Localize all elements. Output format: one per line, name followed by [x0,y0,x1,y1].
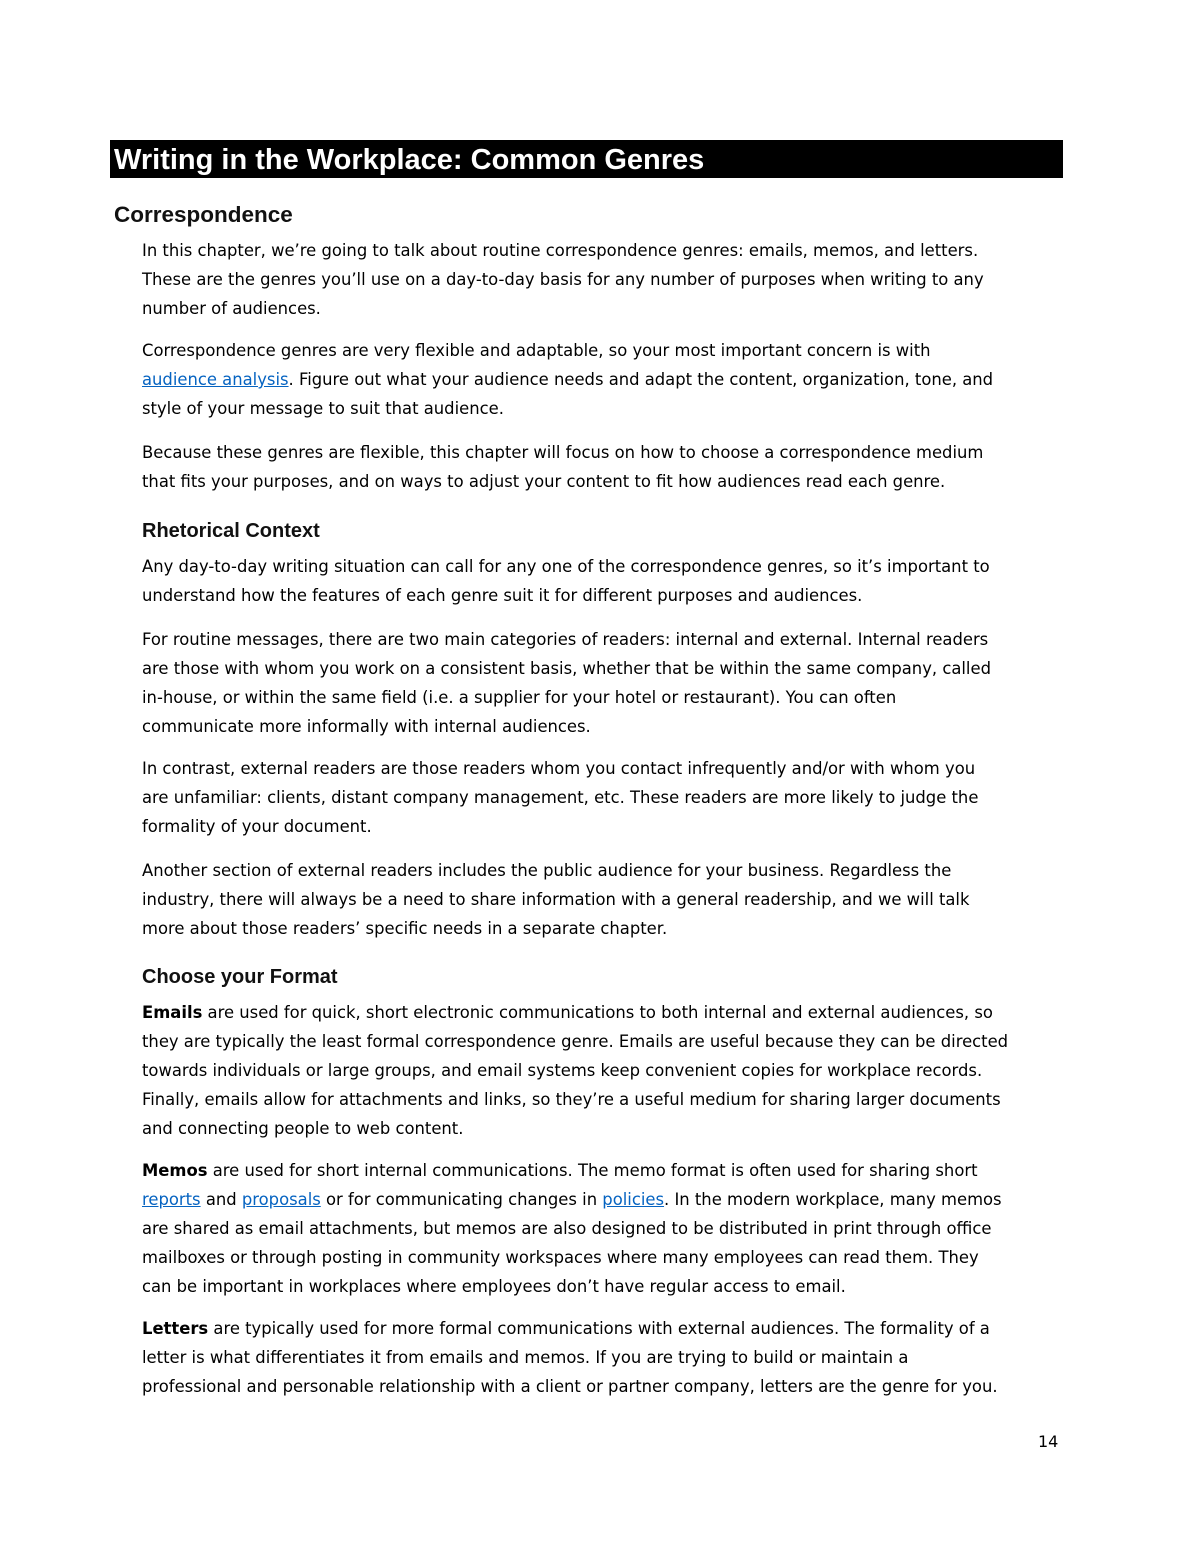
text-line [142,1185,1067,1214]
paragraph-audience-analysis [142,336,1067,423]
heading-rhetorical-context: Rhetorical Context [142,520,320,542]
text-fragment: . In the modern workplace, many memos [664,1190,1002,1209]
paragraph-flexible-genres [142,438,1067,496]
text-line: are those with whom you work on a consistent basis, whether that be within the same company, called [142,659,991,678]
text-line: mailboxes or through posting in community workspaces where many employees can read them. They [142,1248,979,1267]
text-line: they are typically the least formal correspondence genre. Emails are useful because they can be directed [142,1032,1009,1051]
text-line: and connecting people to web content. [142,1119,464,1138]
term-emails: Emails [142,1003,203,1022]
text-line: Any day-to-day writing situation can call for any one of the correspondence genres, so it’s important to [142,557,990,576]
page-number: 14 [1038,1432,1059,1451]
text-line: Another section of external readers includes the public audience for your business. Regardless the [142,861,952,880]
text-line [142,365,1067,394]
text-line: can be important in workplaces where employees don’t have regular access to email. [142,1277,846,1296]
text-fragment: . Figure out what your audience needs and adapt the content, organization, tone, and [288,370,994,389]
text-line: These are the genres you’ll use on a day-to-day basis for any number of purposes when writing to any [142,270,984,289]
paragraph-rhetorical-1 [142,552,1067,610]
text-line: style of your message to suit that audience. [142,399,504,418]
heading-correspondence: Correspondence [114,202,293,227]
text-line: more about those readers’ specific needs in a separate chapter. [142,919,668,938]
text-line [142,1156,1067,1185]
text-line: For routine messages, there are two main categories of readers: internal and external. Internal readers [142,630,989,649]
paragraph-rhetorical-3 [142,754,1067,841]
text-line: communicate more informally with internal audiences. [142,717,591,736]
link-policies[interactable]: policies [602,1190,665,1209]
text-line: understand how the features of each genre suit it for different purposes and audiences. [142,586,863,605]
paragraph-rhetorical-2 [142,625,1067,741]
text-line: are unfamiliar: clients, distant company management, etc. These readers are more likely to judge the [142,788,979,807]
paragraph-rhetorical-4 [142,856,1067,943]
term-letters: Letters [142,1319,209,1338]
text-fragment: and [200,1190,242,1209]
text-line: letter is what differentiates it from emails and memos. If you are trying to build or maintain a [142,1348,909,1367]
text-line: that fits your purposes, and on ways to adjust your content to fit how audiences read each genre. [142,472,946,491]
text-fragment: or for communicating changes in [320,1190,603,1209]
text-line: towards individuals or large groups, and email systems keep convenient copies for workplace records. [142,1061,983,1080]
text-line: Finally, emails allow for attachments and links, so they’re a useful medium for sharing larger documents [142,1090,1001,1109]
text-fragment: are used for quick, short electronic communications to both internal and external audiences, so [202,1003,993,1022]
text-line: are shared as email attachments, but memos are also designed to be distributed in print through office [142,1219,992,1238]
paragraph-letters [142,1314,1067,1401]
text-fragment: are used for short internal communications. The memo format is often used for sharing short [207,1161,978,1180]
paragraph-memos [142,1156,1067,1301]
text-line: In this chapter, we’re going to talk about routine correspondence genres: emails, memos, and letters. [142,241,979,260]
text-line: industry, there will always be a need to share information with a general readership, and we will talk [142,890,970,909]
text-line: in-house, or within the same field (i.e. a supplier for your hotel or restaurant). You can often [142,688,897,707]
text-line: Because these genres are flexible, this chapter will focus on how to choose a correspondence medium [142,443,984,462]
paragraph-intro [142,236,1067,323]
text-line: number of audiences. [142,299,321,318]
text-line: Correspondence genres are very flexible and adaptable, so your most important concern is with [142,341,931,360]
link-audience-analysis[interactable]: audience analysis [142,370,289,389]
text-line: formality of your document. [142,817,372,836]
text-fragment: are typically used for more formal communications with external audiences. The formality of a [208,1319,990,1338]
term-memos: Memos [142,1161,208,1180]
paragraph-emails [142,998,1067,1143]
link-proposals[interactable]: proposals [241,1190,321,1209]
page-title: Writing in the Workplace: Common Genres [110,140,1063,178]
text-line [142,998,1067,1027]
text-line: professional and personable relationship with a client or partner company, letters are the genre for you. [142,1377,998,1396]
heading-choose-format: Choose your Format [142,966,338,988]
text-line: In contrast, external readers are those readers whom you contact infrequently and/or with whom you [142,759,976,778]
text-line [142,1314,1067,1343]
link-reports[interactable]: reports [142,1190,201,1209]
